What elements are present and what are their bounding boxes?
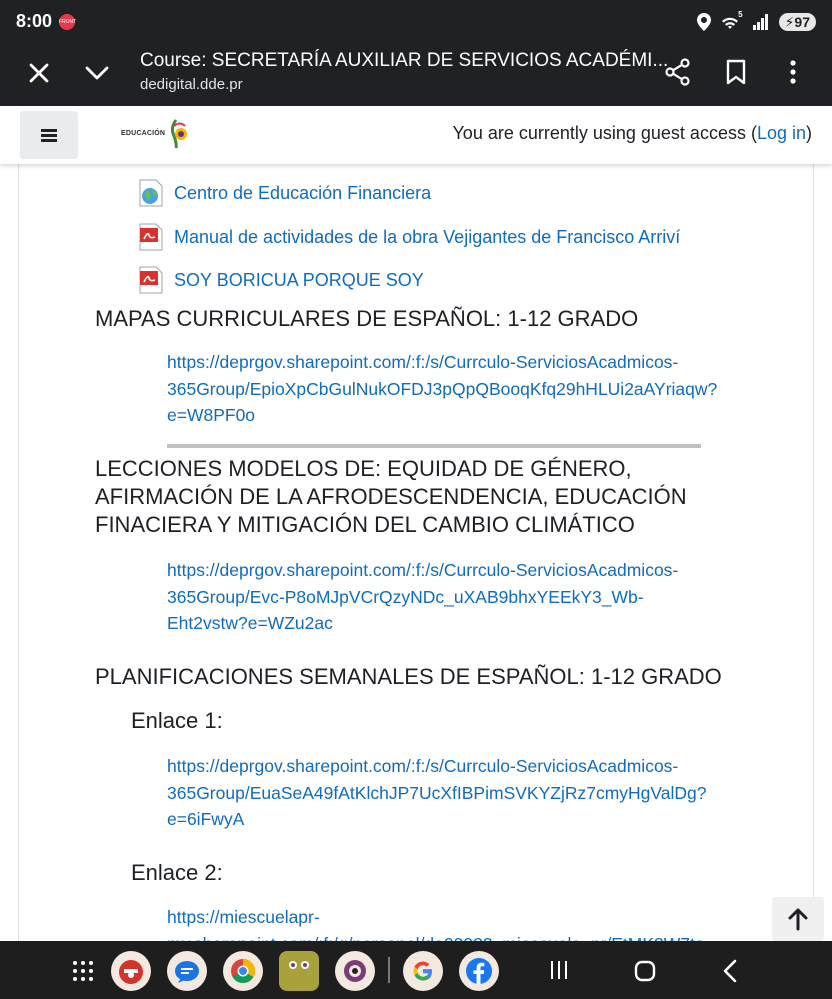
link-line[interactable]: 365Group/EuaSeA49fAtKlchJP7UcXfIBPimSVKYZjRz7cmyHgValDg? [167, 782, 707, 803]
globe-icon [138, 179, 164, 207]
section-heading: MAPAS CURRICULARES DE ESPAÑOL: 1-12 GRADO [95, 306, 639, 331]
chrome-app-icon[interactable] [223, 951, 263, 991]
resource-item[interactable] [138, 222, 680, 252]
guest-close: ) [806, 123, 812, 143]
messages-app-icon[interactable] [167, 951, 207, 991]
link-line[interactable]: https://miescuelapr- [167, 907, 320, 927]
system-nav-bar [0, 941, 832, 999]
heading-line: AFIRMACIÓN DE LA AFRODESCENDENCIA, EDUCACIÓN [95, 484, 687, 509]
app-drawer-icon[interactable] [72, 960, 94, 982]
notification-icon: FRONT [59, 14, 75, 30]
link-line[interactable]: https://deprgov.sharepoint.com/:f:/s/Currculo-ServiciosAcadmicos- [167, 756, 679, 776]
guest-text: You are currently using guest access ( [452, 123, 757, 143]
login-link[interactable]: Log in [756, 123, 806, 143]
link-line[interactable]: Eht2vstw?e=WZu2ac [167, 613, 333, 633]
status-icons [697, 12, 816, 32]
resource-link[interactable]: Manual de actividades de la obra Vejigantes de Francisco Arriví [174, 226, 681, 247]
battery-level: 97 [794, 14, 810, 30]
section-heading: PLANIFICACIONES SEMANALES DE ESPAÑOL: 1-12 GRADO [95, 664, 722, 689]
site-header [0, 106, 832, 164]
more-vert-icon[interactable] [782, 58, 804, 86]
enlace-1-label: Enlace 1: [131, 708, 223, 733]
menu-button[interactable] [20, 111, 78, 159]
phone-app-icon[interactable] [111, 951, 151, 991]
sharepoint-link[interactable] [167, 349, 718, 429]
page-url[interactable]: dedigital.dde.pr [140, 76, 243, 93]
home-icon[interactable] [634, 960, 656, 982]
link-line[interactable]: 365Group/Evc-P8oMJpVCrQzyNDc_uXAB9bhxYEEkY3_Wb- [167, 586, 644, 607]
recents-icon[interactable] [549, 960, 569, 980]
close-icon[interactable] [26, 58, 52, 88]
resource-link[interactable]: SOY BORICUA PORQUE SOY [174, 269, 424, 290]
section-heading [95, 455, 687, 539]
share-icon[interactable] [664, 58, 692, 86]
hamburger-line [41, 139, 57, 142]
course-content [0, 164, 832, 941]
heading-line: FINACIERA Y MITIGACIÓN DEL CAMBIO CLIMÁTICO [95, 512, 635, 537]
facebook-app-icon[interactable] [459, 951, 499, 991]
chevron-down-icon[interactable] [84, 60, 110, 86]
hamburger-line [41, 134, 57, 137]
enlace-2-label: Enlace 2: [131, 860, 223, 885]
link-line[interactable]: https://deprgov.sharepoint.com/:f:/s/Currculo-ServiciosAcadmicos- [167, 352, 679, 372]
wifi-badge: 5 [738, 10, 743, 19]
dock-separator [388, 957, 390, 983]
wifi-icon [721, 10, 743, 31]
resource-item[interactable] [138, 178, 431, 208]
page-title[interactable]: Course: SECRETARÍA AUXILIAR DE SERVICIOS ACADÉMI... [140, 50, 669, 71]
back-to-top-button[interactable] [772, 897, 824, 941]
location-icon [697, 13, 711, 31]
camera-app-icon[interactable] [335, 951, 375, 991]
signal-icon [753, 14, 769, 30]
pdf-icon [138, 266, 164, 294]
bookmark-icon[interactable] [724, 58, 748, 86]
link-line[interactable]: 365Group/EpioXpCbGulNukOFDJ3pQpQBooqKfq29hHLUi2aAYriaqw? [167, 378, 718, 399]
resource-item[interactable] [138, 265, 424, 295]
heading-line: LECCIONES MODELOS DE: EQUIDAD DE GÉNERO, [95, 456, 632, 481]
sharepoint-link[interactable] [167, 753, 708, 833]
guest-access-notice [452, 123, 812, 144]
link-line[interactable]: e=6iFwyA [167, 809, 245, 829]
link-line[interactable]: e=W8PF0o [167, 405, 256, 425]
resource-link[interactable]: Centro de Educación Financiera [174, 182, 432, 203]
status-time: 8:00 [16, 11, 53, 31]
status-bar [0, 0, 832, 42]
sharepoint-link[interactable] [167, 557, 708, 637]
browser-toolbar [0, 42, 832, 106]
logo-icon[interactable] [168, 118, 190, 150]
logo-text: EDUCACIÓN [121, 130, 166, 137]
owl-app-icon[interactable] [279, 951, 319, 991]
pdf-icon [138, 223, 164, 251]
google-app-icon[interactable] [403, 951, 443, 991]
back-icon[interactable] [721, 958, 739, 984]
horizontal-divider [167, 444, 701, 448]
battery-indicator: ⚡97 [779, 13, 816, 31]
hamburger-icon [41, 129, 57, 132]
link-line[interactable]: https://deprgov.sharepoint.com/:f:/s/Currculo-ServiciosAcadmicos- [167, 560, 679, 580]
arrow-up-icon [772, 897, 824, 941]
